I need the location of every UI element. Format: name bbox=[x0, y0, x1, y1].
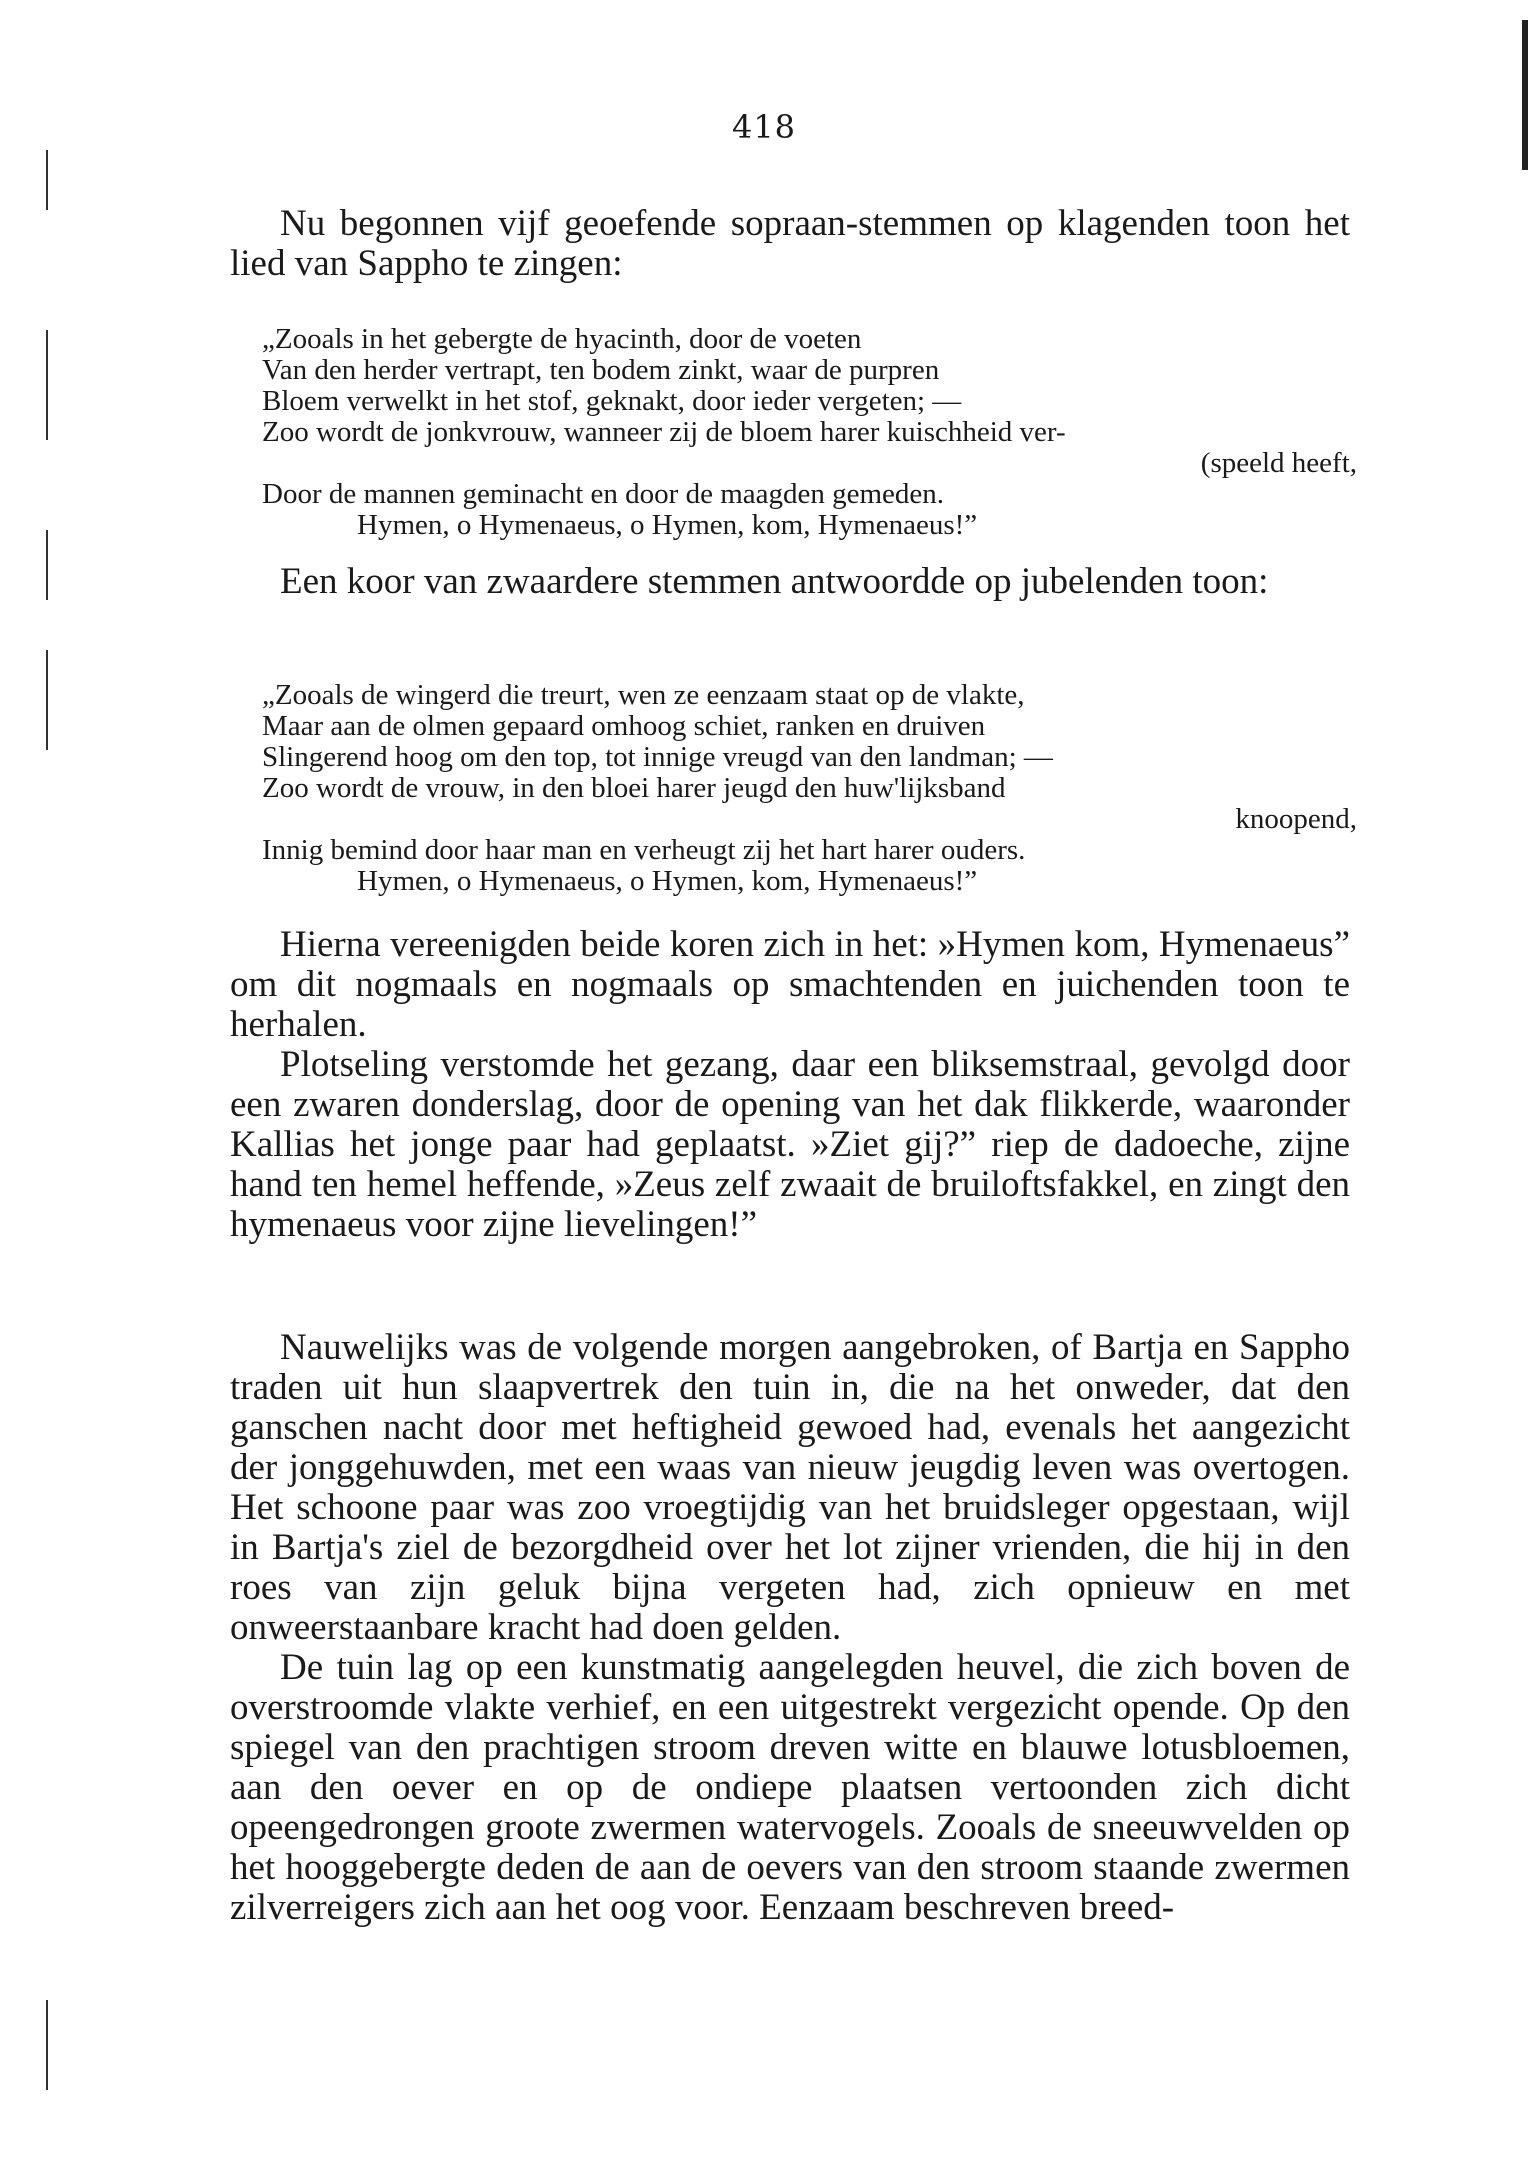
margin-mark bbox=[46, 150, 48, 210]
paragraph: De tuin lag op een kunstmatig aangelegden heuvel, die zich boven de overstroomde vlakte verhief, en een uitgestrekt vergezicht opende. Op den spiegel van den prachtigen stroom dreven witte en blauwe lotusbloemen, aan den oever en op de ondiepe plaatsen vertoonden zich dicht opeengedrongen groote zwermen watervogels. Zooals de sneeuwvelden op het hooggebergte deden de aan de oevers van den stroom staande zwermen zilverreigers zich aan het oog voor. Eenzaam beschreven breed- bbox=[230, 1647, 1350, 1928]
margin-mark bbox=[46, 330, 48, 440]
prose-block bbox=[230, 925, 1350, 1245]
verse-line: „Zooals de wingerd die treurt, wen ze eenzaam staat op de vlakte, bbox=[262, 679, 1025, 711]
paragraph: Nauwelijks was de volgende morgen aangebroken, of Bartja en Sappho traden uit hun slaapvertrek den tuin in, die na het onweder, dat den ganschen nacht door met heftigheid gewoed had, evenals het aangezicht der jonggehuwden, met een waas van nieuw jeugdig leven was overtogen. Het schoone paar was zoo vroegtijdig van het bruidsleger opgestaan, wijl in Bartja's ziel de bezorgdheid over het lot zijner vrienden, die hij in den roes van zijn geluk bijna vergeten had, zich opnieuw en met onweerstaanbare kracht had doen gelden. bbox=[230, 1327, 1350, 1648]
verse-refrain: Hymen, o Hymenaeus, o Hymen, kom, Hymenaeus!” bbox=[357, 865, 978, 897]
verse-line-continuation: (speeld heeft, bbox=[1200, 447, 1357, 479]
scan-edge-mark bbox=[1522, 20, 1528, 170]
verse-line: Zoo wordt de jonkvrouw, wanneer zij de bloem harer kuischheid ver- bbox=[262, 416, 1066, 448]
paragraph: Plotseling verstomde het gezang, daar een bliksemstraal, gevolgd door een zwaren donderslag, door de opening van het dak flikkerde, waaronder Kallias het jonge paar had geplaatst. »Ziet gij?” riep de dadoeche, zijne hand ten hemel heffende, »Zeus zelf zwaait de bruiloftsfakkel, en zingt den hymenaeus voor zijne lievelingen!” bbox=[230, 1044, 1350, 1245]
verse-line: Slingerend hoog om den top, tot innige vreugd van den landman; — bbox=[262, 741, 1053, 773]
paragraph: Een koor van zwaardere stemmen antwoordde op jubelenden toon: bbox=[280, 561, 1269, 602]
page-number: 418 bbox=[731, 108, 797, 146]
verse-refrain: Hymen, o Hymenaeus, o Hymen, kom, Hymenaeus!” bbox=[357, 509, 978, 541]
verse-line-continuation: knoopend, bbox=[1235, 803, 1357, 835]
prose-block bbox=[230, 1328, 1350, 1928]
verse-line: Maar aan de olmen gepaard omhoog schiet, ranken en druiven bbox=[262, 710, 986, 742]
prose-block bbox=[230, 562, 1350, 602]
song-verse bbox=[262, 680, 1357, 897]
paragraph: Hierna vereenigden beide koren zich in het: »Hymen kom, Hymenaeus” om dit nogmaals en nogmaals op smachtenden en juichenden toon te herhalen. bbox=[230, 924, 1350, 1045]
margin-mark bbox=[46, 530, 48, 600]
verse-line: Zoo wordt de vrouw, in den bloei harer jeugd den huw'lijksband bbox=[262, 772, 1006, 804]
verse-line: „Zooals in het gebergte de hyacinth, door de voeten bbox=[262, 323, 862, 355]
verse-line: Innig bemind door haar man en verheugt zij het hart harer ouders. bbox=[262, 834, 1026, 866]
verse-line: Door de mannen geminacht en door de maagden gemeden. bbox=[262, 478, 945, 510]
verse-line: Bloem verwelkt in het stof, geknakt, door ieder vergeten; — bbox=[262, 385, 962, 417]
prose-block bbox=[230, 204, 1350, 284]
song-verse bbox=[262, 324, 1357, 541]
margin-mark bbox=[46, 650, 48, 750]
paragraph: Nu begonnen vijf geoefende sopraan-stemmen op klagenden toon het lied van Sappho te zingen: bbox=[230, 203, 1350, 284]
margin-mark bbox=[46, 2000, 48, 2090]
verse-line: Van den herder vertrapt, ten bodem zinkt, waar de purpren bbox=[262, 354, 940, 386]
